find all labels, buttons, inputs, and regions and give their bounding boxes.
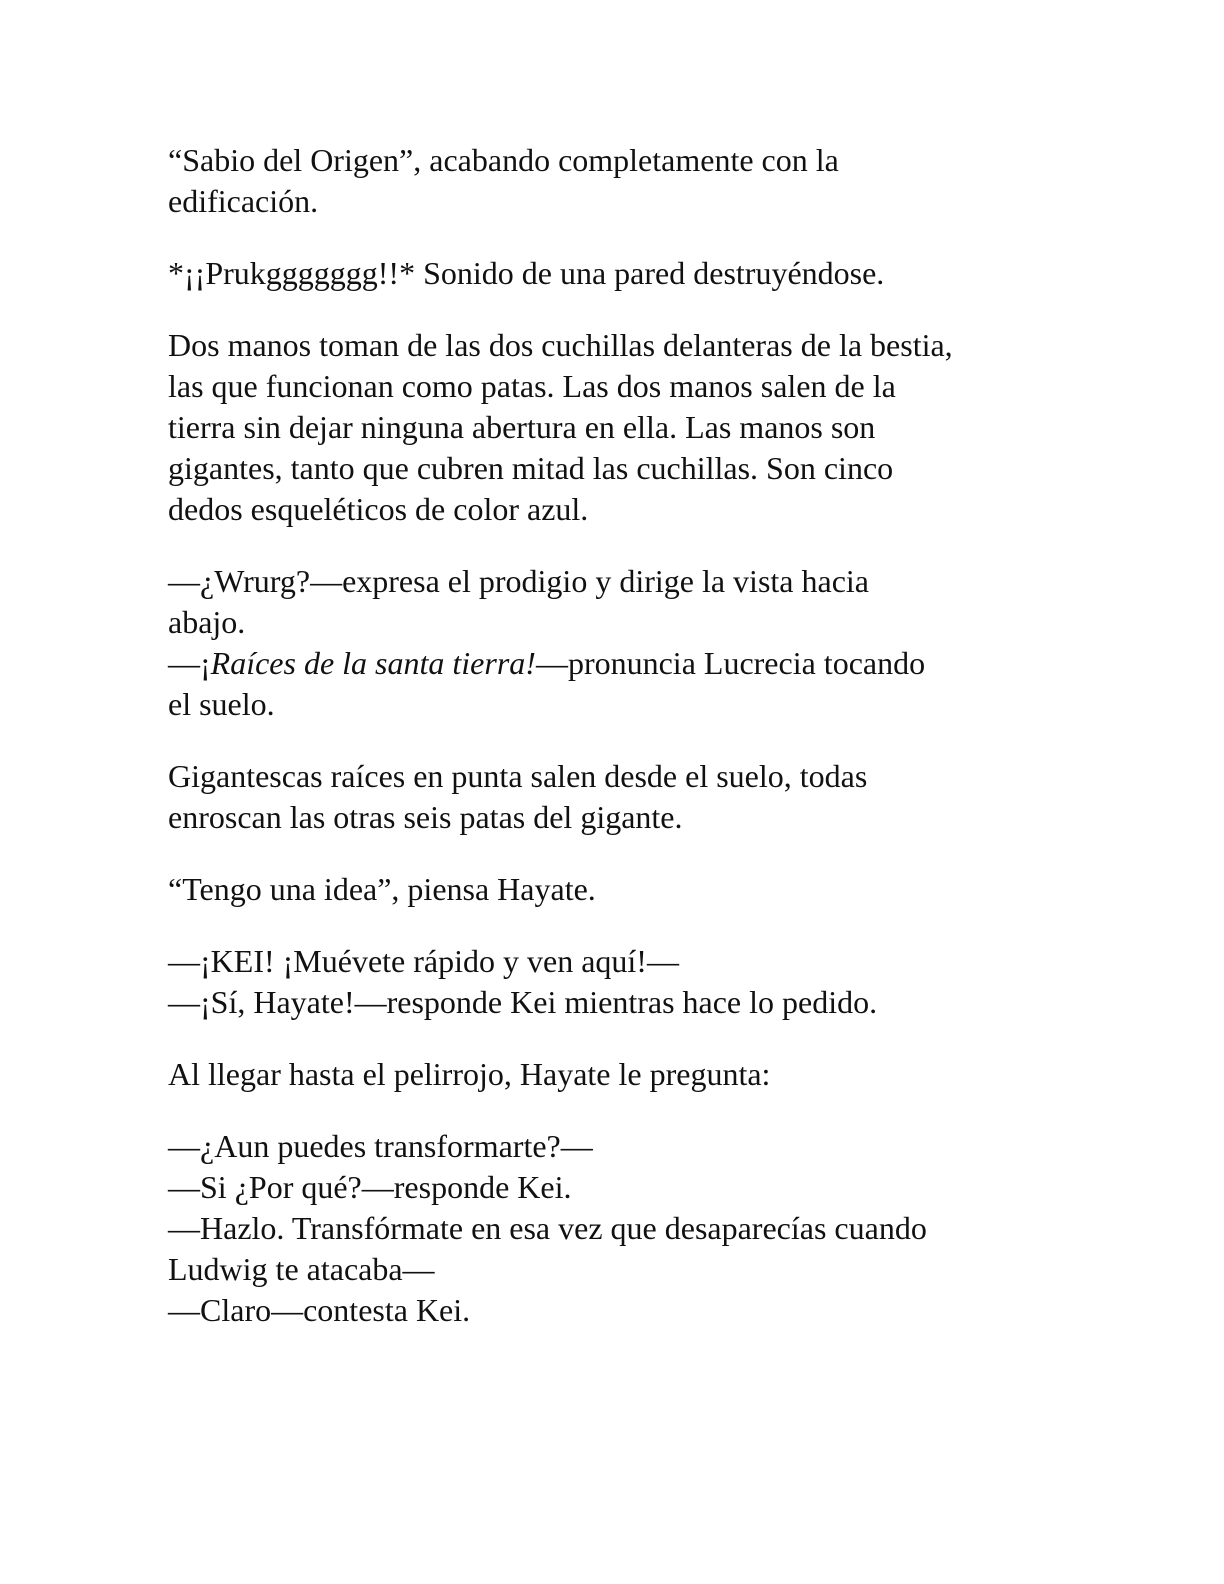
text-line: Dos manos toman de las dos cuchillas delanteras de la bestia, — [168, 327, 953, 363]
paragraph — [168, 1126, 1068, 1331]
text-line: —Claro—contesta Kei. — [168, 1292, 471, 1328]
text-line: edificación. — [168, 183, 319, 219]
text-line: Al llegar hasta el pelirrojo, Hayate le pregunta: — [168, 1056, 771, 1092]
text-line: Ludwig te atacaba— — [168, 1251, 435, 1287]
text-line: “Tengo una idea”, piensa Hayate. — [168, 871, 596, 907]
text-run: —pronuncia Lucrecia tocando — [535, 645, 926, 681]
text-line: gigantes, tanto que cubren mitad las cuchillas. Son cinco — [168, 450, 894, 486]
text-line: —¿Wrurg?—expresa el prodigio y dirige la vista hacia — [168, 563, 869, 599]
text-line: “Sabio del Origen”, acabando completamente con la — [168, 142, 839, 178]
text-line: enroscan las otras seis patas del gigante. — [168, 799, 683, 835]
text-line: —Si ¿Por qué?—responde Kei. — [168, 1169, 572, 1205]
paragraph — [168, 325, 1068, 530]
paragraph — [168, 869, 1068, 910]
text-line: —Hazlo. Transfórmate en esa vez que desaparecías cuando — [168, 1210, 927, 1246]
paragraph — [168, 140, 1068, 222]
paragraph — [168, 756, 1068, 838]
paragraph — [168, 941, 1068, 1023]
paragraph — [168, 561, 1068, 725]
text-line: —¿Aun puedes transformarte?— — [168, 1128, 593, 1164]
text-line: —¡KEI! ¡Muévete rápido y ven aquí!— — [168, 943, 679, 979]
text-line: tierra sin dejar ninguna abertura en ella. Las manos son — [168, 409, 876, 445]
text-line: *¡¡Prukggggggg!!* Sonido de una pared destruyéndose. — [168, 255, 885, 291]
text-line: abajo. — [168, 604, 246, 640]
text-line: Gigantescas raíces en punta salen desde el suelo, todas — [168, 758, 868, 794]
text-line: las que funcionan como patas. Las dos manos salen de la — [168, 368, 896, 404]
text-line: dedos esqueléticos de color azul. — [168, 491, 589, 527]
text-line-mixed — [168, 643, 1068, 684]
text-line: —¡Sí, Hayate!—responde Kei mientras hace lo pedido. — [168, 984, 878, 1020]
italic-text-run: Raíces de la santa tierra! — [210, 645, 536, 681]
text-run: —¡ — [168, 645, 211, 681]
text-line: el suelo. — [168, 686, 275, 722]
body-text — [168, 140, 1068, 1362]
paragraph — [168, 253, 1068, 294]
paragraph — [168, 1054, 1068, 1095]
